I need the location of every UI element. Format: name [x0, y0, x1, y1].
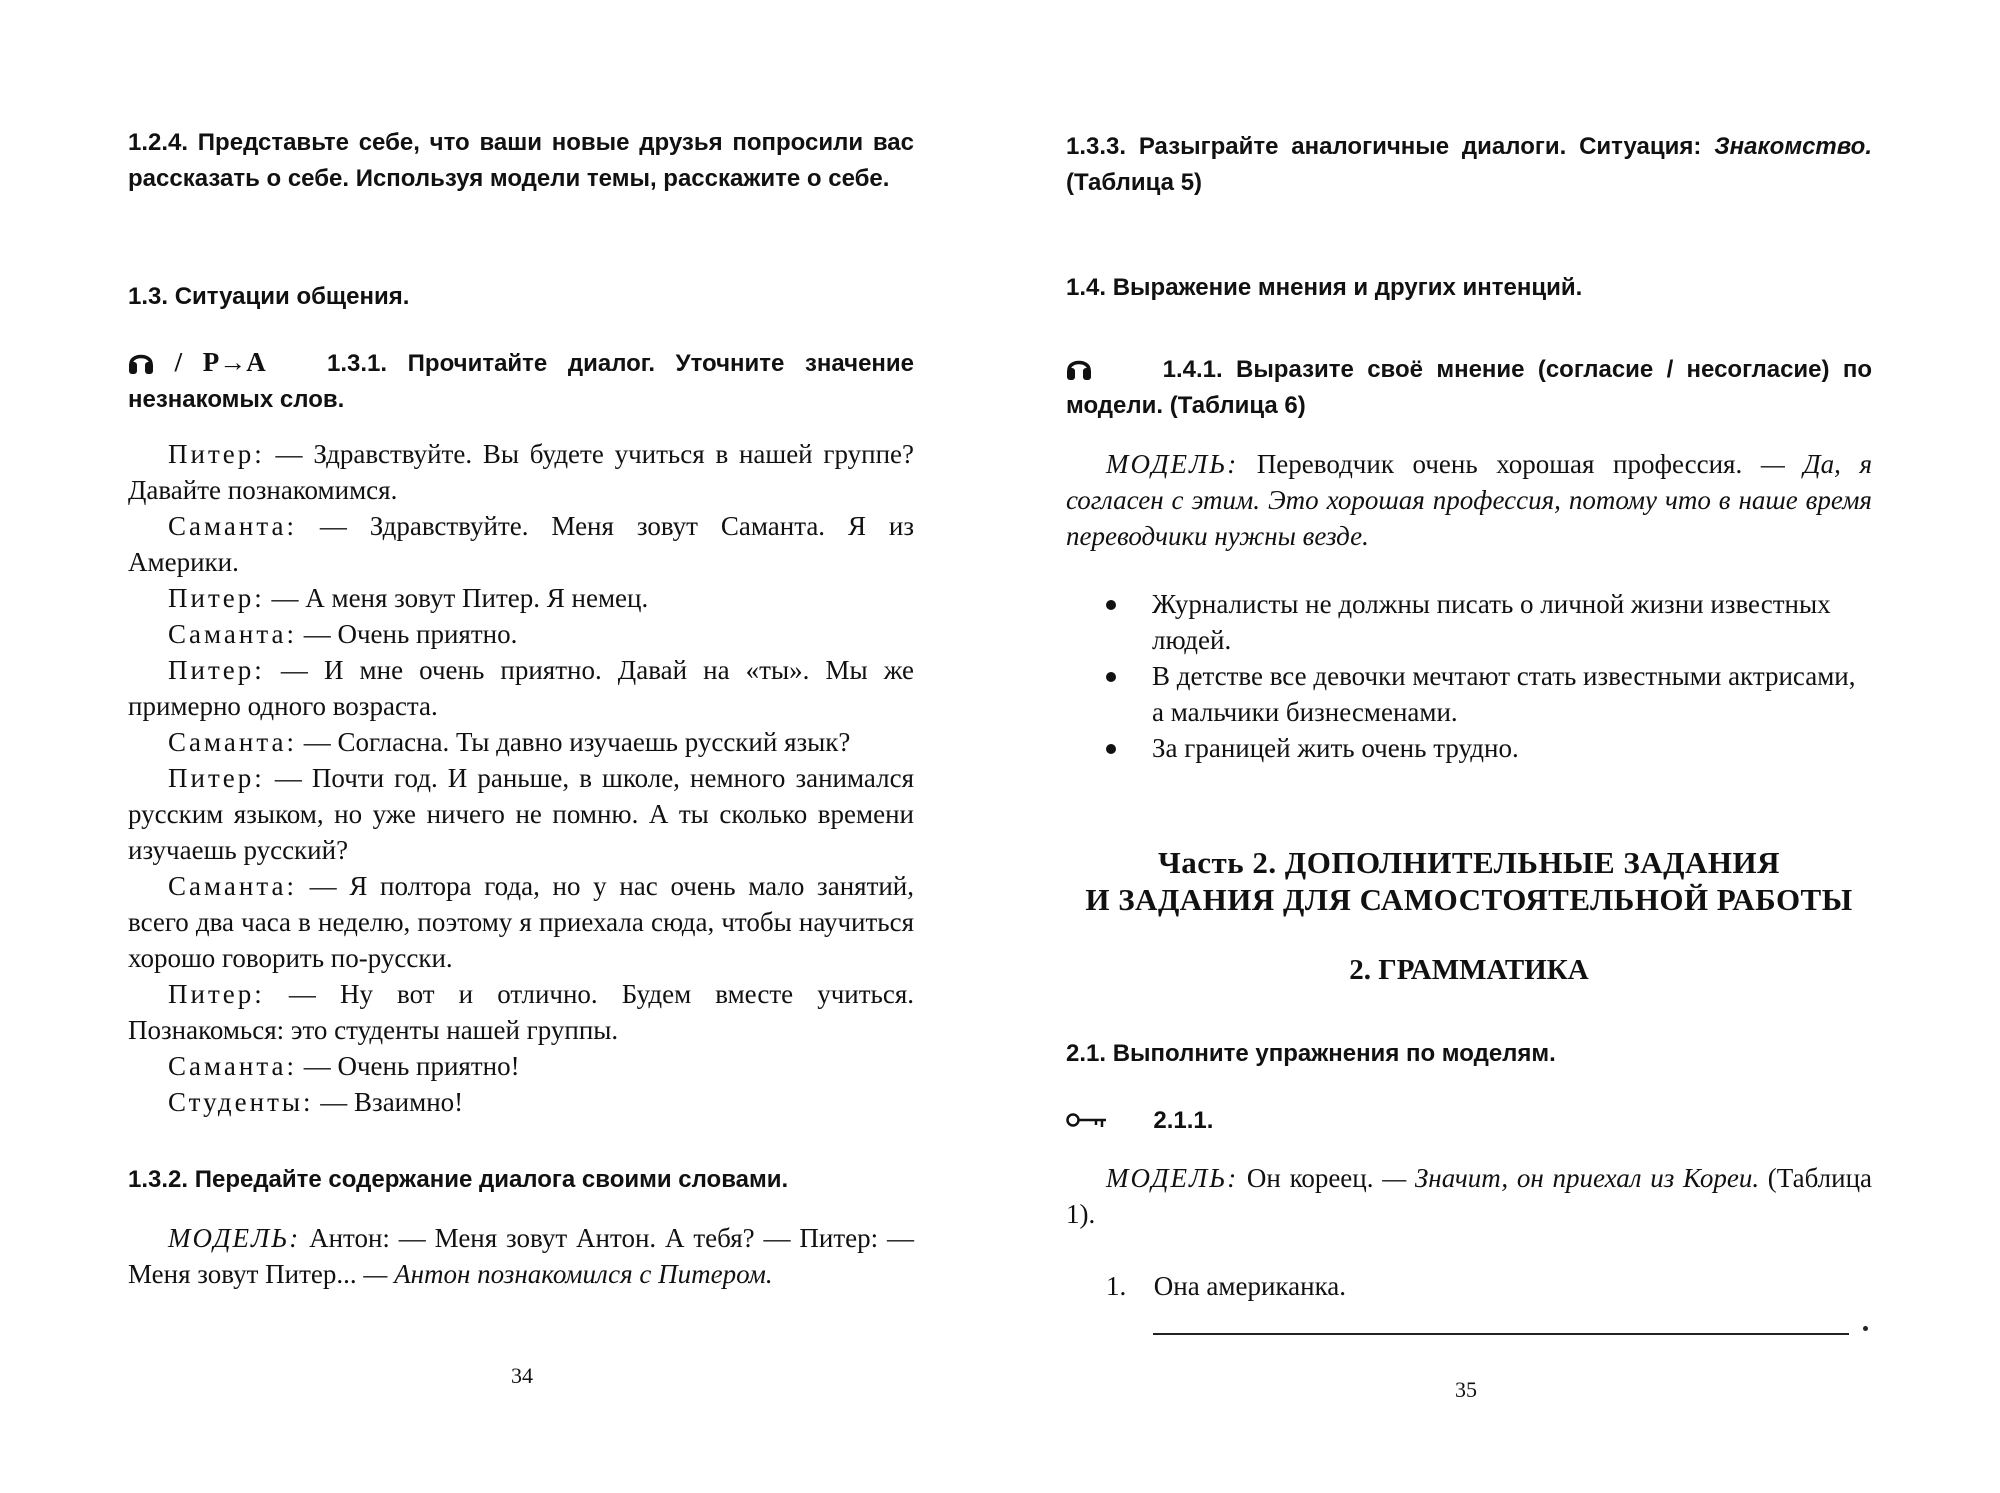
task-1-4-1: [1066, 352, 1872, 424]
model-answer: — Да, я согласен с этим. Это хорошая профессия, потому что в наше время переводчики нужны везде.: [1066, 449, 1873, 551]
model-example-1: [1066, 446, 1872, 554]
model-answer: — Антон познакомился с Питером.: [363, 1259, 773, 1289]
key-icon: [1066, 1105, 1110, 1125]
answer-line[interactable]: [1153, 1333, 1849, 1335]
exercise-item-1: [1066, 1268, 1872, 1304]
bullet-icon: [1106, 672, 1116, 682]
task-1-3-1: [128, 344, 914, 418]
dialog-line: Саманта: — Я полтора года, но у нас очень мало занятий, всего два часа в неделю, поэтому я приехала сюда, чтобы научиться хорошо говорить по-русски.: [128, 871, 915, 973]
section-1-3-heading: 1.3. Ситуации общения.: [128, 283, 410, 310]
left-page: [128, 0, 914, 1493]
list-item: За границей жить очень трудно.: [1066, 730, 1872, 766]
end-period: [1863, 1326, 1868, 1331]
model-answer: — Значит, он приехал из Кореи.: [1382, 1163, 1760, 1193]
model-label: МОДЕЛЬ:: [1106, 449, 1239, 479]
task-2-1-1: [1066, 1103, 1872, 1139]
exercise-text: Она американка.: [1153, 1271, 1347, 1301]
exercise-number: 1.: [1106, 1271, 1127, 1301]
model-label: МОДЕЛЬ:: [1106, 1163, 1239, 1193]
task-1-3-3: 1.3.3. Разыграйте аналогичные диалоги. Ситуация: Знакомство. (Таблица 5): [1066, 133, 1872, 196]
model-label: МОДЕЛЬ:: [168, 1223, 301, 1253]
task-1-3-2: 1.3.2. Передайте содержание диалога своими словами.: [128, 1166, 789, 1193]
dialog-line: Саманта: — Очень приятно.: [168, 619, 518, 649]
model-text: Он кореец.: [1246, 1163, 1374, 1193]
dialog-line: Питер: — Ну вот и отлично. Будем вместе учиться. Познакомься: это студенты нашей группы.: [128, 979, 914, 1045]
task-2-1-1-number: 2.1.1.: [1153, 1107, 1214, 1134]
opinion-statements: [1066, 586, 1872, 766]
dialog-line: Питер: — И мне очень приятно. Давай на «ты». Мы же примерно одного возраста.: [128, 655, 914, 721]
task-1-3-1-text: 1.3.1. Прочитайте диалог. Уточните значение незнакомых слов.: [128, 350, 915, 413]
model-text: Переводчик очень хорошая профессия.: [1256, 449, 1743, 479]
page-number-right: 35: [1455, 1377, 1477, 1402]
task-1-2-4: 1.2.4. Представьте себе, что ваши новые друзья попросили вас рассказать о себе. Используя модели темы, расскажите о себе.: [128, 129, 914, 192]
model-text: Антон: — Меня зовут Антон. А тебя? — Питер: — Меня зовут Питер...: [128, 1223, 914, 1289]
dialog-line: Саманта: — Согласна. Ты давно изучаешь русский язык?: [168, 727, 851, 757]
list-item: Журналисты не должны писать о личной жизни известных людей.: [1066, 586, 1872, 658]
model-ref: (Таблица 1).: [1066, 1163, 1873, 1229]
part-title-line: И ЗАДАНИЯ ДЛЯ САМОСТОЯТЕЛЬНОЙ РАБОТЫ: [1085, 882, 1853, 917]
dialog-line: Питер: — Почти год. И раньше, в школе, немного занимался русским языком, но уже ничего не помню. А ты сколько времени изучаешь русский?: [128, 763, 914, 865]
page-number-left: 34: [511, 1363, 533, 1388]
dialog-line: Питер: — Здравствуйте. Вы будете учиться в нашей группе? Давайте познакомимся.: [128, 439, 915, 505]
task-2-1: 2.1. Выполните упражнения по моделям.: [1066, 1040, 1556, 1067]
dialog-line: Саманта: — Очень приятно!: [168, 1051, 520, 1081]
section-1-4-heading: 1.4. Выражение мнения и других интенций.: [1066, 274, 1583, 301]
part-title-line: Часть 2. ДОПОЛНИТЕЛЬНЫЕ ЗАДАНИЯ: [1158, 845, 1780, 880]
right-page: [1066, 0, 1872, 1493]
task-1-4-1-text: 1.4.1. Выразите своё мнение (согласие / несогласие) по модели. (Таблица 6): [1066, 356, 1872, 419]
bullet-icon: [1106, 600, 1116, 610]
list-item: В детстве все девочки мечтают стать известными актрисами, а мальчики бизнесменами.: [1066, 658, 1872, 730]
dialog-line: Студенты: — Взаимно!: [168, 1087, 464, 1117]
headphones-icon: [128, 348, 154, 376]
grammar-title: 2. ГРАММАТИКА: [1349, 954, 1589, 986]
dialog: [128, 436, 914, 1120]
model-example: [128, 1220, 914, 1292]
dialog-line: Питер: — А меня зовут Питер. Я немец.: [168, 583, 649, 613]
task-1-3-1-marker: / Р→А: [174, 347, 266, 377]
bullet-icon: [1106, 744, 1116, 754]
dialog-line: Саманта: — Здравствуйте. Меня зовут Саманта. Я из Америки.: [128, 511, 914, 577]
model-example-2: [1066, 1160, 1872, 1232]
headphones-icon: [1066, 354, 1092, 382]
part-2-title: [1066, 844, 1872, 918]
